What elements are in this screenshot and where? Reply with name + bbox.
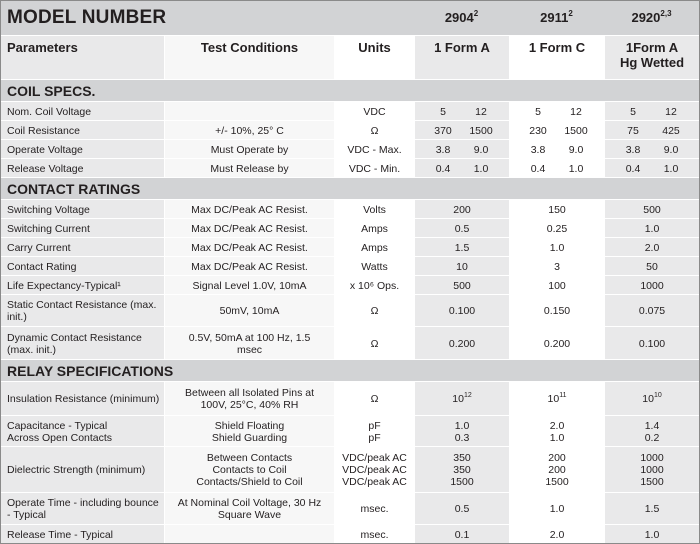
test-condition: 0.5V, 50mA at 100 Hz, 1.5 msec [164, 327, 334, 360]
units: msec. [334, 493, 414, 525]
value-1-form-c: 5 12 [509, 102, 604, 121]
value-1-form-a: 3.8 9.0 [414, 140, 509, 159]
test-condition: Max DC/Peak AC Resist. [164, 238, 334, 257]
value-1-form-a: 5 12 [414, 102, 509, 121]
value-1-form-c: 3.8 9.0 [509, 140, 604, 159]
value-1-form-a: 0.1 [414, 525, 509, 544]
value-hg-wetted: 1000 [604, 276, 699, 295]
param-label: Release Time - Typical [7, 528, 114, 541]
test-condition: Between all Isolated Pins at 100V, 25°C, 40% RH [164, 382, 334, 416]
section-title: CONTACT RATINGS [1, 178, 699, 200]
test-condition: +/- 10%, 25° C [164, 121, 334, 140]
test-condition: Shield Floating Shield Guarding [164, 416, 334, 447]
table-row [1, 237, 699, 257]
param-label: Coil Resistance [7, 124, 80, 137]
value-hg-wetted: 0.4 1.0 [604, 159, 699, 178]
param-label: Operate Time - including bounce - Typical [7, 497, 159, 521]
value-1-form-a: 0.5 [414, 493, 509, 525]
table-row [1, 415, 699, 447]
units: Ω [334, 327, 414, 360]
value-1-form-c: 1.0 [509, 493, 604, 525]
section-title: COIL SPECS. [1, 80, 699, 102]
value-1-form-a: 0.4 1.0 [414, 159, 509, 178]
value-hg-wetted: 3.8 9.0 [604, 140, 699, 159]
value-1-form-a: 200 [414, 200, 509, 219]
units: Amps [334, 238, 414, 257]
table-row [1, 139, 699, 159]
test-condition [164, 102, 334, 121]
value-1-form-c: 230 1500 [509, 121, 604, 140]
header-units: Units [334, 36, 414, 80]
param-label: Operate Voltage [7, 143, 83, 156]
value-1-form-a: 0.100 [414, 295, 509, 327]
value-1-form-a: $10^{12}$ [414, 382, 509, 416]
table-row [1, 218, 699, 238]
param-label: Nom. Coil Voltage [7, 105, 92, 118]
table-row [1, 120, 699, 140]
value-1-form-a: 0.200 [414, 327, 509, 360]
param-label: Dynamic Contact Resistance (max. init.) [7, 331, 142, 356]
model-number-row [1, 1, 699, 35]
test-condition: Max DC/Peak AC Resist. [164, 200, 334, 219]
header-1-form-c: 1 Form C [509, 36, 604, 80]
units: Amps [334, 219, 414, 238]
units: VDC [334, 102, 414, 121]
units: Volts [334, 200, 414, 219]
param-label: Carry Current [7, 241, 71, 254]
param-label: Life Expectancy-Typical¹ [7, 279, 121, 292]
table-row [1, 492, 699, 525]
value-1-form-c: 3 [509, 257, 604, 276]
table-row [1, 158, 699, 178]
table-row [1, 256, 699, 276]
value-1-form-c: 0.150 [509, 295, 604, 327]
value-1-form-c: 100 [509, 276, 604, 295]
table-row [1, 199, 699, 219]
value-hg-wetted: 75 425 [604, 121, 699, 140]
units: pF pF [334, 416, 414, 447]
value-1-form-c: 0.200 [509, 327, 604, 360]
units: VDC - Max. [334, 140, 414, 159]
value-hg-wetted: 50 [604, 257, 699, 276]
units: VDC - Min. [334, 159, 414, 178]
param-label: Switching Voltage [7, 203, 90, 216]
value-1-form-c: $10^{11}$ [509, 382, 604, 416]
table-row [1, 326, 699, 360]
value-1-form-c: 2.0 1.0 [509, 416, 604, 447]
table-row [1, 294, 699, 327]
param-label: Contact Rating [7, 260, 77, 273]
section-coil-specs [1, 79, 699, 102]
test-condition [164, 525, 334, 544]
model-2920: 2920$^{2,3}$ [631, 9, 672, 25]
units: VDC/peak AC VDC/peak AC VDC/peak AC [334, 447, 414, 493]
header-row [1, 35, 699, 80]
value-1-form-a: 0.5 [414, 219, 509, 238]
value-1-form-c: 0.25 [509, 219, 604, 238]
value-hg-wetted: 500 [604, 200, 699, 219]
table-row [1, 275, 699, 295]
header-parameters: Parameters [7, 40, 78, 55]
value-hg-wetted: 1.5 [604, 493, 699, 525]
value-1-form-c: 150 [509, 200, 604, 219]
param-label: Switching Current [7, 222, 90, 235]
param-label: Static Contact Resistance (max. init.) [7, 299, 157, 323]
value-1-form-a: 1.0 0.3 [414, 416, 509, 447]
value-hg-wetted: $10^{10}$ [604, 382, 699, 416]
value-hg-wetted: 1.4 0.2 [604, 416, 699, 447]
model-2904: 2904$^2$ [444, 9, 479, 25]
value-hg-wetted: 2.0 [604, 238, 699, 257]
value-1-form-a: 370 1500 [414, 121, 509, 140]
value-1-form-a: 1.5 [414, 238, 509, 257]
value-hg-wetted: 0.100 [604, 327, 699, 360]
test-condition: Must Release by [164, 159, 334, 178]
value-1-form-a: 10 [414, 257, 509, 276]
value-hg-wetted: 5 12 [604, 102, 699, 121]
table-row [1, 381, 699, 416]
value-hg-wetted: 1.0 [604, 525, 699, 544]
value-1-form-a: 500 [414, 276, 509, 295]
table-row [1, 446, 699, 493]
param-label: Dielectric Strength (minimum) [7, 464, 146, 476]
value-1-form-a: 350 350 1500 [414, 447, 509, 493]
table-row [1, 524, 699, 544]
section-relay-specifications [1, 359, 699, 382]
units: Ω [334, 121, 414, 140]
param-label: Insulation Resistance (minimum) [7, 393, 160, 405]
value-1-form-c: 2.0 [509, 525, 604, 544]
test-condition: 50mV, 10mA [164, 295, 334, 327]
test-condition: At Nominal Coil Voltage, 30 Hz Square Wave [164, 493, 334, 525]
header-1-form-a: 1 Form A [414, 36, 509, 80]
table-row [1, 101, 699, 121]
test-condition: Max DC/Peak AC Resist. [164, 219, 334, 238]
test-condition: Must Operate by [164, 140, 334, 159]
value-hg-wetted: 1000 1000 1500 [604, 447, 699, 493]
units: msec. [334, 525, 414, 544]
param-label: Capacitance - Typical Across Open Contacts [7, 419, 113, 444]
value-hg-wetted: 0.075 [604, 295, 699, 327]
value-1-form-c: 200 200 1500 [509, 447, 604, 493]
units: Ω [334, 295, 414, 327]
section-contact-ratings [1, 177, 699, 200]
test-condition: Signal Level 1.0V, 10mA [164, 276, 334, 295]
units: Ω [334, 382, 414, 416]
value-hg-wetted: 1.0 [604, 219, 699, 238]
header-test-conditions: Test Conditions [164, 36, 334, 80]
value-1-form-c: 1.0 [509, 238, 604, 257]
units: x 10⁶ Ops. [334, 276, 414, 295]
model-number-title: MODEL NUMBER [7, 7, 167, 28]
section-title: RELAY SPECIFICATIONS [1, 360, 699, 382]
header-hg-wetted: 1Form A Hg Wetted [604, 36, 699, 80]
param-label: Release Voltage [7, 162, 84, 175]
value-1-form-c: 0.4 1.0 [509, 159, 604, 178]
test-condition: Max DC/Peak AC Resist. [164, 257, 334, 276]
test-condition: Between Contacts Contacts to Coil Contacts/Shield to Coil [164, 447, 334, 493]
model-2911: 2911$^2$ [540, 9, 573, 25]
units: Watts [334, 257, 414, 276]
